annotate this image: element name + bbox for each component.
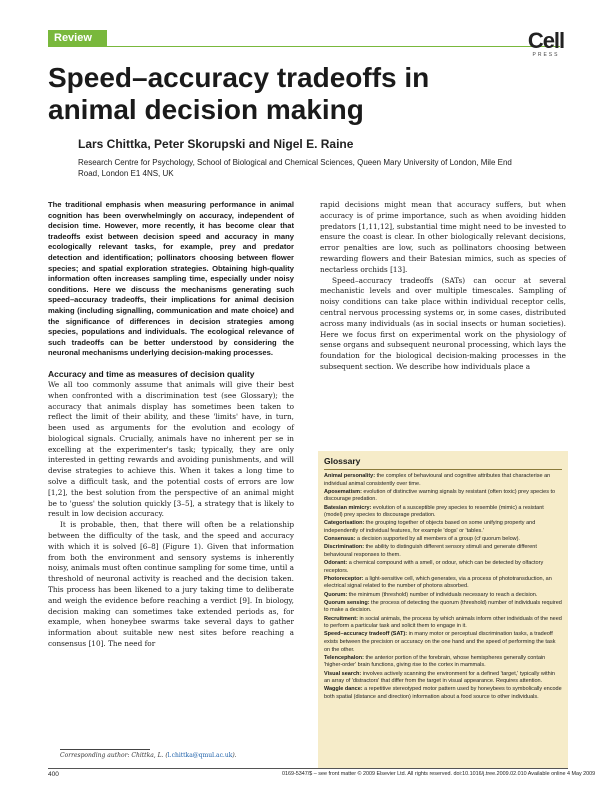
glossary-entry (324, 655, 562, 670)
footnote-name: Chittka, L. ( (129, 752, 168, 759)
glossary-term: Telencephalon: (324, 654, 364, 661)
footnote-rule (60, 749, 150, 750)
glossary-box (318, 451, 568, 769)
glossary-term: Visual search: (324, 670, 362, 677)
header-rule (48, 46, 560, 47)
glossary-definition: evolution of a susceptible prey species to resemble (mimic) a resistant (model) prey species to discourage predation. (324, 504, 544, 519)
paragraph: It is probable, then, that there will often be a relationship between the difficulty of the task, and the speed and accuracy with which it is solved [6–8] (Figure 1). Given that information from both the environment and sensory systems is inherently noisy, animals must often continue sampling for some time, until a threshold of neuronal activity is reached and the decision taken. This process has been likened to a jury taking time to deliberate and weigh the evidence before reaching a verdict [9]. In biology, decision making can sometimes take extended periods as, for example, when honeybee swarms take several days to gather information about suitable new nest sites before reaching a consensus [10]. The need for (48, 520, 294, 649)
glossary-term: Aposematism: (324, 488, 362, 495)
glossary-entry (324, 560, 562, 575)
glossary-term: Batesian mimicry: (324, 504, 372, 511)
paragraph: rapid decisions might mean that accuracy suffers, but when accuracy is of prime importance, such as when avoiding hidden predators [1,11,12], substantial time might need to be invested to ensure the coast is clear. In other biologically relevant decisions, error penalties are low, such as pollinators choosing between rewarding flowers and their Batesian mimics, such as species of nectarless orchids [13]. (320, 200, 566, 274)
glossary-title: Glossary (324, 456, 562, 470)
glossary-term: Animal personality: (324, 473, 376, 479)
corresponding-author (60, 752, 237, 759)
glossary-entry (324, 520, 562, 535)
glossary-entry (324, 544, 562, 559)
glossary-entry (324, 576, 562, 591)
glossary-term: Quorum: (324, 591, 348, 598)
logo-main: Cell (527, 28, 565, 53)
section-heading: Accuracy and time as measures of decision quality (48, 368, 255, 379)
glossary-entry (324, 631, 562, 654)
footnote-label: Corresponding author: (60, 752, 130, 759)
paragraph: Speed–accuracy tradeoffs (SATs) can occur at several mechanistic levels and over multiple timescales. Sampling of noisy conditions can take place within individual receptor cells, central nervous processing systems or, in some cases, distributed across many individuals (as in social insects or human societies). Here we focus first on experimental work on the physiology of sense organs and subsequent neuronal processing, which lays the foundation for the biological decision-making processes in the subsequent section. We describe how individuals place a (320, 275, 566, 371)
glossary-entry (324, 473, 562, 488)
glossary-term: Speed–accuracy tradeoff (SAT): (324, 631, 408, 638)
glossary-list (324, 473, 562, 702)
glossary-definition: a chemical compound with a smell, or odour, which can be detected by olfactory receptors. (324, 560, 544, 574)
footer-info: 0169-5347/$ – see front matter © 2009 Elsevier Ltd. All rights reserved. doi:10.1016/j.tree.2009.02.010 Available online 4 May 2009 (282, 771, 596, 777)
article-title: Speed–accuracy tradeoffs in animal decision making (48, 62, 430, 125)
abstract: The traditional emphasis when measuring performance in animal cognition has been overwhelmingly on accuracy, independent of decision time. However, more recently, it has become clear that tradeoffs exist between decision speed and accuracy in many ecologically relevant tasks, for example, prey and predator detection and identification; pollinators choosing between flower species; and spatial exploration strategies. Obtaining high-quality information often increases sampling time, especially under noisy conditions. Here we discuss the mechanisms generating such speed–accuracy tradeoffs, their implications for animal decision making (including signalling, communication and mate choice) and the significance of differences in decision strategies among species, populations and individuals. The ecological relevance of such tradeoffs can be better understood by considering the neuronal mechanisms underlying decision-making processes. (48, 200, 294, 358)
glossary-definition: evolution of distinctive warning signals by resistant (often toxic) prey species to discourage predation. (324, 488, 556, 503)
glossary-term: Quorum sensing: (324, 599, 370, 606)
glossary-entry (324, 600, 562, 615)
glossary-definition: a light-sensitive cell, which generates, via a process of phototransduction, an electrical signal related to the number of photons absorbed. (324, 575, 552, 590)
section-label: Review (48, 30, 107, 46)
left-column (48, 200, 294, 650)
left-body (48, 380, 294, 650)
glossary-term: Categorisation: (324, 520, 365, 527)
right-column (320, 200, 566, 373)
glossary-definition: the complex of behavioural and cognitive attributes that characterise an individual animal consistently over time. (324, 473, 551, 487)
glossary-entry (324, 536, 562, 544)
glossary-definition: involves actively scanning the environment for a defined 'target,' typically within an array of 'distractors' that differ from the target in visual appearance. Requires attention. (324, 670, 555, 685)
glossary-term: Discrimination: (324, 544, 365, 551)
page-number: 400 (48, 771, 59, 778)
glossary-definition: a repetitive stereotyped motor pattern used by honeybees to symbolically encode both spatial (distance and direction) information about a food source to other individuals. (324, 686, 562, 700)
affiliation: Research Centre for Psychology, School of Biological and Chemical Sciences, Queen Mary University of London, Mile End Road, London E1 4NS, UK (78, 158, 512, 178)
glossary-term: Recruitment: (324, 615, 358, 622)
glossary-entry (324, 489, 562, 504)
glossary-definition: the grouping together of objects based on some unifying property and independently of individual features, for example 'dogs' or 'tables.' (324, 520, 536, 534)
glossary-entry (324, 671, 562, 686)
glossary-definition: in many motor or perceptual discrimination tasks, a tradeoff exists between the precision or accuracy on the one hand and the speed of performing the task on the other. (324, 631, 556, 653)
glossary-term: Odorant: (324, 560, 348, 567)
glossary-term: Photoreceptor: (324, 575, 364, 582)
glossary-definition: the ability to distinguish different sensory stimuli and generate different behavioural responses to them. (324, 544, 537, 558)
glossary-definition: the process of detecting the quorum (threshold) number of individuals required to make a decision. (324, 599, 562, 614)
glossary-definition: in social animals, the process by which animals inform other individuals of the need to perform a particular task and solicit them to engage in it. (324, 615, 562, 630)
right-body (320, 200, 566, 373)
author-email-link[interactable]: l.chittka@qmul.ac.uk (167, 752, 233, 759)
glossary-definition: a decision supported by all members of a group (cf quorum below). (355, 536, 520, 543)
glossary-entry (324, 505, 562, 520)
glossary-definition: the minimum (threshold) number of individuals necessary to reach a decision. (347, 591, 538, 598)
glossary-entry (324, 686, 562, 701)
logo-sub: PRESS (532, 52, 560, 58)
glossary-entry (324, 616, 562, 631)
author-list: Lars Chittka, Peter Skorupski and Nigel E. Raine (78, 137, 354, 151)
footnote-close: ). (232, 752, 237, 759)
footer-rule (48, 768, 568, 769)
glossary-definition: the anterior portion of the forebrain, whose hemispheres generally contain 'higher-order' brain functions, giving rise to the cortex in mammals. (324, 654, 546, 669)
paragraph: We all too commonly assume that animals will give their best when confronted with a discrimination test (see Glossary); the accuracy that animals display has sometimes been taken to reflect the limit of their ability, and these 'limits' have, in turn, been used as arguments for the evolution and ecology of biological signals. Crucially, animals have no inherent per se in excelling at the experimenter's task; typically, they are only interested in getting rewards and avoiding punishments, and will devise strategies to achieve this. When it takes a long time to solve a difficult task, and the potential costs of errors are low [1,2], the best solution from the perspective of an animal might be to 'guess' the solution quickly [3–5], a strategy that is likely to result in low decision accuracy. (48, 379, 294, 519)
glossary-term: Waggle dance: (324, 686, 363, 693)
glossary-entry (324, 592, 562, 600)
publisher-logo (526, 30, 566, 58)
glossary-term: Consensus: (324, 536, 356, 543)
